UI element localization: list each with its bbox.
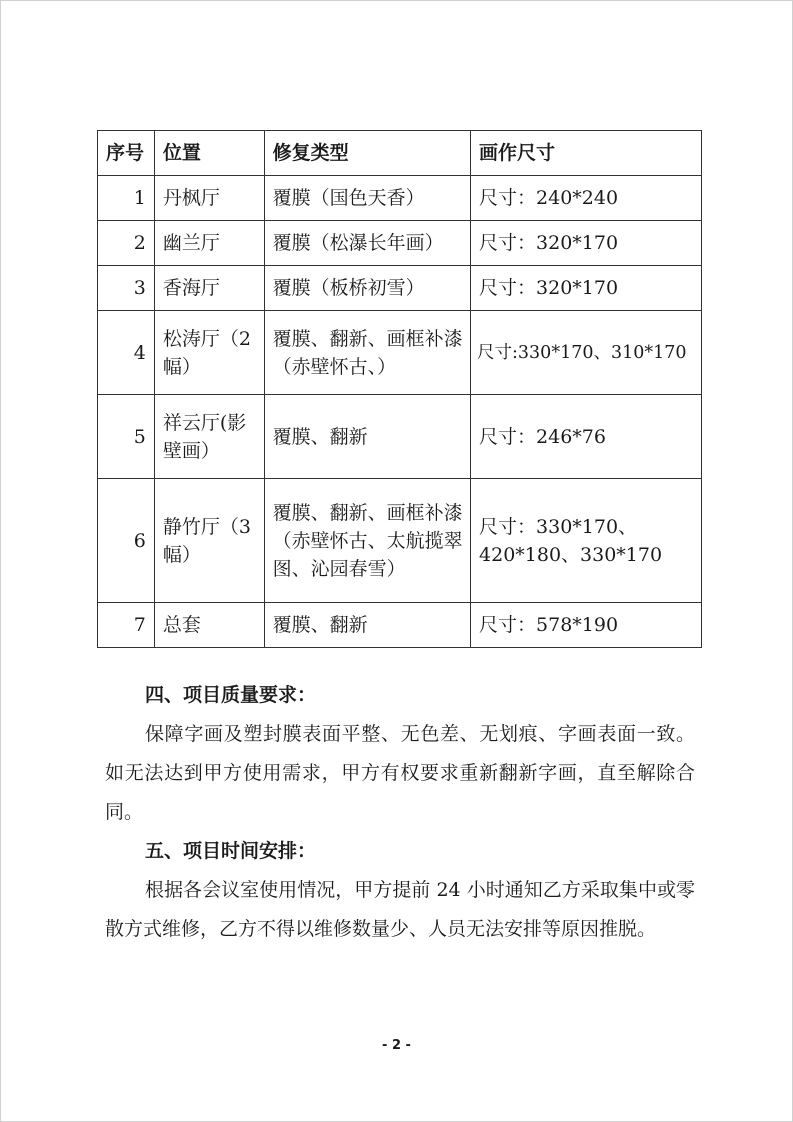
cell-repair-type: 覆膜、翻新 — [264, 603, 470, 648]
cell-no: 4 — [98, 311, 155, 395]
cell-location: 幽兰厅 — [154, 221, 264, 266]
cell-no: 5 — [98, 395, 155, 479]
section-body-quality: 保障字画及塑封膜表面平整、无色差、无划痕、字画表面一致。如无法达到甲方使用需求，甲方有权要求重新翻新字画，直至解除合同。 — [105, 723, 695, 823]
section-body-schedule: 根据各会议室使用情况，甲方提前 24 小时通知乙方采取集中或零散方式维修，乙方不得以维修数量少、人员无法安排等原因推脱。 — [105, 879, 695, 940]
header-no: 序号 — [98, 131, 155, 176]
cell-repair-type: 覆膜、翻新、画框补漆（赤壁怀古、） — [264, 311, 470, 395]
cell-no: 2 — [98, 221, 155, 266]
cell-no: 3 — [98, 266, 155, 311]
cell-location: 祥云厅(影壁画） — [154, 395, 264, 479]
page-number: - 2 - — [382, 1038, 411, 1053]
repair-table — [97, 130, 702, 648]
cell-repair-type: 覆膜（松瀑长年画） — [264, 221, 470, 266]
cell-size: 尺寸：320*170 — [471, 221, 702, 266]
header-painting-size: 画作尺寸 — [471, 131, 702, 176]
section-heading-quality: 四、项目质量要求： — [145, 684, 317, 706]
section-schedule — [105, 832, 695, 949]
cell-repair-type: 覆膜、翻新、画框补漆（赤壁怀古、太航揽翠图、沁园春雪） — [264, 479, 470, 603]
cell-location: 总套 — [154, 603, 264, 648]
cell-size: 尺寸：320*170 — [471, 266, 702, 311]
cell-no: 1 — [98, 176, 155, 221]
header-location: 位置 — [154, 131, 264, 176]
cell-no: 7 — [98, 603, 155, 648]
cell-location: 香海厅 — [154, 266, 264, 311]
table-header-row — [98, 131, 702, 176]
table-row — [98, 311, 702, 395]
cell-size: 尺寸：246*76 — [471, 395, 702, 479]
section-quality — [105, 676, 695, 832]
cell-size: 尺寸：330*170、420*180、330*170 — [471, 479, 702, 603]
cell-size: 尺寸：240*240 — [471, 176, 702, 221]
cell-repair-type: 覆膜（国色天香） — [264, 176, 470, 221]
table-row — [98, 395, 702, 479]
cell-repair-type: 覆膜、翻新 — [264, 395, 470, 479]
table-row — [98, 221, 702, 266]
cell-location: 松涛厅（2幅） — [154, 311, 264, 395]
table-row — [98, 266, 702, 311]
header-repair-type: 修复类型 — [264, 131, 470, 176]
section-heading-schedule: 五、项目时间安排： — [145, 840, 317, 862]
table-row — [98, 603, 702, 648]
cell-size: 尺寸:330*170、310*170 — [471, 311, 702, 395]
cell-size: 尺寸：578*190 — [471, 603, 702, 648]
cell-repair-type: 覆膜（板桥初雪） — [264, 266, 470, 311]
cell-location: 静竹厅（3幅） — [154, 479, 264, 603]
table-row — [98, 479, 702, 603]
table-row — [98, 176, 702, 221]
cell-location: 丹枫厅 — [154, 176, 264, 221]
cell-no: 6 — [98, 479, 155, 603]
